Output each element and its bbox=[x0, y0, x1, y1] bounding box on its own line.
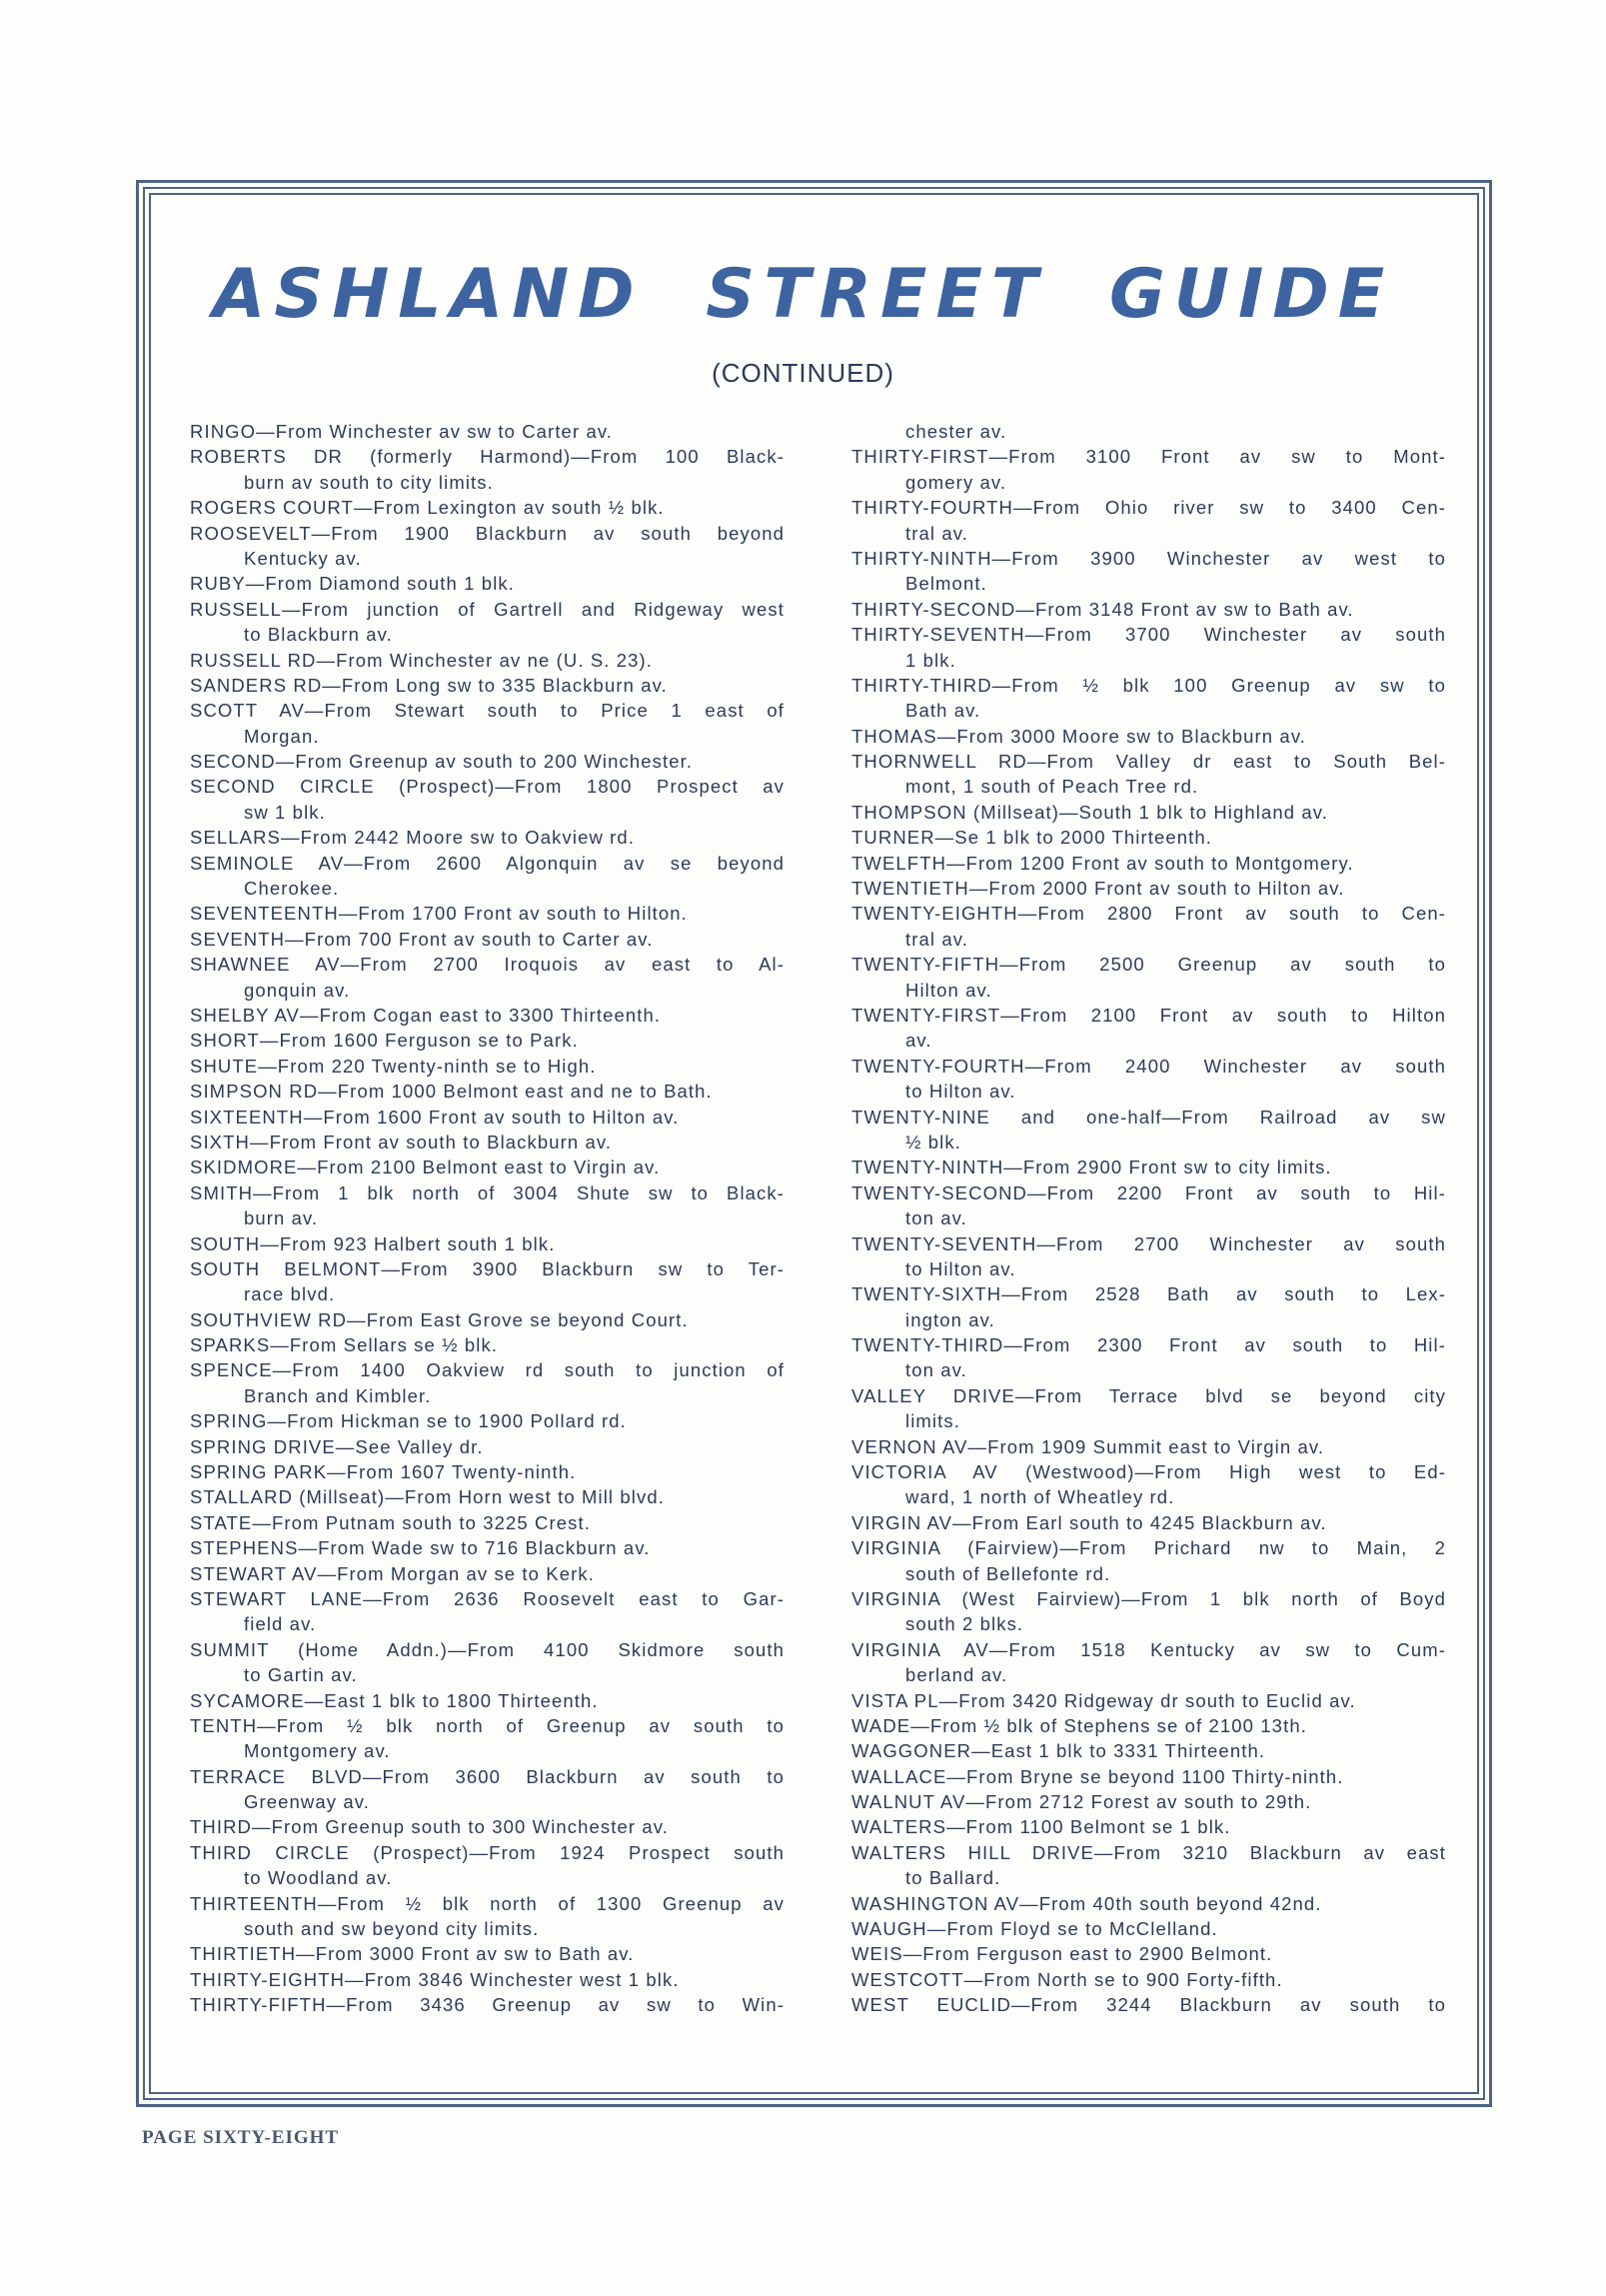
street-entry-line: SKIDMORE—From 2100 Belmont east to Virgin av. bbox=[190, 1156, 661, 1178]
street-entry-line: VALLEY DRIVE—From Terrace blvd se beyond city bbox=[851, 1384, 1446, 1406]
street-entry-line: TURNER—Se 1 blk to 2000 Thirteenth. bbox=[851, 827, 1213, 849]
street-entry bbox=[190, 1307, 785, 1332]
street-entry-line: WEIS—From Ferguson east to 2900 Belmont. bbox=[851, 1943, 1273, 1965]
street-entry-continuation-line: ton av. bbox=[905, 1207, 967, 1229]
street-entry-line: TWENTY-FIRST—From 2100 Front av south to Hilton bbox=[851, 1004, 1446, 1026]
street-entry bbox=[851, 1738, 1446, 1763]
street-entry-line: SHELBY AV—From Cogan east to 3300 Thirteenth. bbox=[190, 1004, 662, 1026]
street-entry bbox=[190, 1130, 785, 1154]
street-entry-line: SOUTH—From 923 Halbert south 1 blk. bbox=[190, 1232, 556, 1254]
street-entry-line: SHORT—From 1600 Ferguson se to Park. bbox=[190, 1030, 579, 1052]
street-entry-line: THIRTY-FIRST—From 3100 Front av sw to Mont- bbox=[851, 446, 1446, 468]
street-entry bbox=[851, 825, 1446, 850]
street-entry-continuation-line: av. bbox=[905, 1030, 932, 1052]
street-entry-line: SPRING—From Hickman se to 1900 Pollard rd. bbox=[190, 1410, 627, 1432]
street-entry bbox=[190, 419, 785, 444]
street-entry-line: THORNWELL RD—From Valley dr east to South Bel- bbox=[851, 751, 1446, 773]
street-entry-line: TWENTY-FIFTH—From 2500 Greenup av south to bbox=[851, 954, 1446, 976]
street-entry bbox=[851, 876, 1446, 901]
street-entry-line: TWENTY-SEVENTH—From 2700 Winchester av south bbox=[851, 1232, 1446, 1254]
street-entry-line: SELLARS—From 2442 Moore sw to Oakview rd. bbox=[190, 827, 636, 849]
street-entry bbox=[851, 546, 1446, 597]
street-entry-continuation-line: Montgomery av. bbox=[244, 1740, 391, 1762]
street-entry bbox=[190, 1079, 785, 1104]
street-entry-line: THIRTY-EIGHTH—From 3846 Winchester west 1 blk. bbox=[190, 1968, 680, 1990]
street-entry-continuation-line: race blvd. bbox=[244, 1283, 336, 1305]
street-entry-continuation-line: to Blackburn av. bbox=[244, 624, 393, 646]
street-entry-line: SYCAMORE—East 1 blk to 1800 Thirteenth. bbox=[190, 1689, 599, 1711]
street-entry-line: TWENTY-SIXTH—From 2528 Bath av south to Lex- bbox=[851, 1283, 1446, 1305]
street-entry-line: ROOSEVELT—From 1900 Blackburn av south beyond bbox=[190, 522, 785, 544]
street-entry bbox=[851, 952, 1446, 1003]
street-entry bbox=[851, 1789, 1446, 1814]
street-entry-continuation-line: ward, 1 north of Wheatley rd. bbox=[905, 1486, 1175, 1508]
street-entry-continuation-line: burn av. bbox=[244, 1207, 319, 1229]
street-entry-line: SEMINOLE AV—From 2600 Algonquin av se beyond bbox=[190, 852, 785, 874]
street-entry bbox=[851, 1916, 1446, 1941]
street-entry bbox=[190, 1357, 785, 1408]
street-entry-continuation-line: to Ballard. bbox=[905, 1867, 1001, 1889]
street-entry-line: THIRTY-NINTH—From 3900 Winchester av west to bbox=[851, 547, 1446, 569]
street-entry bbox=[851, 901, 1446, 952]
street-entry-line: THIRTIETH—From 3000 Front av sw to Bath av. bbox=[190, 1943, 635, 1965]
street-entry bbox=[851, 1105, 1446, 1155]
street-entry-continuation-line: ton av. bbox=[905, 1359, 967, 1381]
street-entry bbox=[190, 1028, 785, 1053]
street-entry bbox=[190, 1154, 785, 1179]
street-entry-continuation-line: to Hilton av. bbox=[905, 1257, 1016, 1279]
street-entry bbox=[190, 1332, 785, 1357]
street-entry-line: THIRTY-FIFTH—From 3436 Greenup av sw to Win- bbox=[190, 1994, 785, 2016]
street-entry-line: SUMMIT (Home Addn.)—From 4100 Skidmore south bbox=[190, 1638, 785, 1660]
street-entry-line: STEWART AV—From Morgan av se to Kerk. bbox=[190, 1562, 595, 1584]
page-number-footer: PAGE SIXTY-EIGHT bbox=[142, 2127, 340, 2148]
street-entry-line: TWENTIETH—From 2000 Front av south to Hilton av. bbox=[851, 878, 1345, 900]
street-entry-continuation-line: Greenway av. bbox=[244, 1791, 370, 1813]
street-entry-line: WESTCOTT—From North se to 900 Forty-fifth. bbox=[851, 1968, 1283, 1990]
street-entry-line: STATE—From Putnam south to 3225 Crest. bbox=[190, 1511, 591, 1533]
street-entry bbox=[190, 1180, 785, 1231]
street-entry-line: TENTH—From ½ blk north of Greenup av south to bbox=[190, 1714, 785, 1736]
street-entry bbox=[851, 1154, 1446, 1179]
street-entry bbox=[851, 444, 1446, 495]
street-entry bbox=[190, 1688, 785, 1713]
street-entry bbox=[190, 495, 785, 520]
street-entry-continuation-line: Cherokee. bbox=[244, 878, 340, 900]
street-entry bbox=[190, 952, 785, 1003]
street-entry-continuation-line: burn av south to city limits. bbox=[244, 471, 494, 493]
street-entry-line: THIRTY-FOURTH—From Ohio river sw to 3400 Cen- bbox=[851, 497, 1446, 519]
page-title: ASHLAND STREET GUIDE bbox=[212, 255, 1394, 334]
street-entry bbox=[851, 1688, 1446, 1713]
street-entry-continuation-line: Morgan. bbox=[244, 725, 320, 747]
street-entry bbox=[851, 1637, 1446, 1688]
street-entry-line: ROGERS COURT—From Lexington av south ½ blk. bbox=[190, 497, 665, 519]
street-entry bbox=[851, 1840, 1446, 1891]
street-entry-line: THIRTEENTH—From ½ blk north of 1300 Greenup av bbox=[190, 1892, 785, 1914]
street-entry-line: SPRING PARK—From 1607 Twenty-ninth. bbox=[190, 1461, 577, 1483]
street-entry bbox=[851, 724, 1446, 749]
street-entry-line: TWENTY-NINTH—From 2900 Front sw to city limits. bbox=[851, 1156, 1332, 1178]
street-entry-line: SOUTH BELMONT—From 3900 Blackburn sw to Ter- bbox=[190, 1257, 785, 1279]
street-entry bbox=[851, 1281, 1446, 1332]
street-entry-line: VIRGIN AV—From Earl south to 4245 Blackburn av. bbox=[851, 1511, 1327, 1533]
street-entry-line: SMITH—From 1 blk north of 3004 Shute sw to Black- bbox=[190, 1181, 785, 1203]
street-entry-continuation-line: to Hilton av. bbox=[905, 1081, 1016, 1103]
street-entry bbox=[190, 825, 785, 850]
street-entry bbox=[851, 673, 1446, 724]
street-entry bbox=[190, 1459, 785, 1484]
street-entry-line: TWENTY-FOURTH—From 2400 Winchester av south bbox=[851, 1055, 1446, 1077]
street-entry bbox=[190, 698, 785, 749]
street-entry bbox=[851, 1383, 1446, 1434]
street-entry bbox=[851, 495, 1446, 546]
street-entry-line: THIRTY-THIRD—From ½ blk 100 Greenup av sw to bbox=[851, 674, 1446, 696]
street-entry bbox=[851, 1713, 1446, 1738]
street-entry bbox=[190, 673, 785, 698]
street-entry-line: TWENTY-SECOND—From 2200 Front av south to Hil- bbox=[851, 1181, 1446, 1203]
street-entry-line: STEWART LANE—From 2636 Roosevelt east to Gar- bbox=[190, 1587, 785, 1609]
street-entry bbox=[851, 1510, 1446, 1535]
street-entry bbox=[851, 1332, 1446, 1383]
street-entry-line: SPARKS—From Sellars se ½ blk. bbox=[190, 1334, 499, 1356]
street-entry bbox=[851, 1586, 1446, 1637]
street-entry-continuation-line: Kentucky av. bbox=[244, 547, 362, 569]
street-entry-line: VIRGINIA AV—From 1518 Kentucky av sw to Cum- bbox=[851, 1638, 1446, 1660]
street-entry bbox=[851, 1459, 1446, 1510]
street-entry-line: VIRGINIA (West Fairview)—From 1 blk north of Boyd bbox=[851, 1587, 1446, 1609]
street-entry-continuation-line: chester av. bbox=[905, 421, 1007, 442]
street-entry-line: TERRACE BLVD—From 3600 Blackburn av south to bbox=[190, 1765, 785, 1787]
street-entry bbox=[190, 1637, 785, 1688]
street-entry bbox=[190, 749, 785, 774]
street-entry-line: WAUGH—From Floyd se to McClelland. bbox=[851, 1918, 1218, 1940]
street-entry bbox=[851, 1535, 1446, 1586]
street-entry-line: THOMPSON (Millseat)—South 1 blk to Highland av. bbox=[851, 801, 1329, 823]
street-entry-line: SECOND—From Greenup av south to 200 Winchester. bbox=[190, 751, 694, 773]
street-entry bbox=[851, 1967, 1446, 1992]
street-entry bbox=[190, 1840, 785, 1891]
street-entry-line: WALTERS—From 1100 Belmont se 1 blk. bbox=[851, 1816, 1231, 1838]
street-entry-line: RUBY—From Diamond south 1 blk. bbox=[190, 573, 515, 595]
street-entry-line: SECOND CIRCLE (Prospect)—From 1800 Prospect av bbox=[190, 776, 785, 798]
street-entry-continuation-line: south of Bellefonte rd. bbox=[905, 1562, 1111, 1584]
street-entry bbox=[190, 1561, 785, 1586]
street-entry-continuation-line: to Gartin av. bbox=[244, 1664, 358, 1686]
street-entry-line: SANDERS RD—From Long sw to 335 Blackburn av. bbox=[190, 674, 668, 696]
street-entry-line: SPENCE—From 1400 Oakview rd south to junction of bbox=[190, 1359, 785, 1381]
street-entry-line: THIRD CIRCLE (Prospect)—From 1924 Prospect south bbox=[190, 1841, 785, 1863]
street-entry-line: SIMPSON RD—From 1000 Belmont east and ne to Bath. bbox=[190, 1081, 713, 1103]
street-entry bbox=[851, 749, 1446, 800]
street-entry bbox=[190, 1992, 785, 2017]
street-entry-line: SPRING DRIVE—See Valley dr. bbox=[190, 1435, 484, 1457]
street-entry-continuation-line: gonquin av. bbox=[244, 979, 351, 1001]
street-entry bbox=[190, 1941, 785, 1966]
street-entry bbox=[190, 927, 785, 952]
street-entry-line: ROBERTS DR (formerly Harmond)—From 100 Black- bbox=[190, 446, 785, 468]
street-entry-line: STALLARD (Millseat)—From Horn west to Mill blvd. bbox=[190, 1486, 665, 1508]
street-entry bbox=[190, 1003, 785, 1028]
street-entry-continuation-line: tral av. bbox=[905, 522, 968, 544]
street-entry-line: SIXTH—From Front av south to Blackburn av. bbox=[190, 1131, 613, 1152]
street-entry-line: VIRGINIA (Fairview)—From Prichard nw to Main, 2 bbox=[851, 1537, 1446, 1559]
street-entry bbox=[851, 1180, 1446, 1231]
street-entry bbox=[190, 597, 785, 648]
street-entry-continuation-line: ington av. bbox=[905, 1308, 995, 1330]
street-list-left-column bbox=[190, 419, 785, 2018]
street-entry-line: SEVENTEENTH—From 1700 Front av south to Hilton. bbox=[190, 903, 688, 925]
street-entry-continuation-line: south and sw beyond city limits. bbox=[244, 1918, 540, 1940]
street-entry-continuation-line: mont, 1 south of Peach Tree rd. bbox=[905, 776, 1199, 798]
street-entry bbox=[851, 1992, 1446, 2017]
street-entry bbox=[190, 1586, 785, 1637]
street-entry bbox=[190, 648, 785, 673]
street-entry bbox=[190, 1054, 785, 1079]
street-entry-line: WALLACE—From Bryne se beyond 1100 Thirty-ninth. bbox=[851, 1765, 1344, 1787]
street-entry-line: SCOTT AV—From Stewart south to Price 1 east of bbox=[190, 700, 785, 722]
street-entry bbox=[190, 774, 785, 825]
street-entry bbox=[851, 597, 1446, 622]
street-entry bbox=[851, 1814, 1446, 1839]
street-entry bbox=[190, 1105, 785, 1130]
street-entry-continuation-line: tral av. bbox=[905, 928, 968, 950]
street-entry-line: SHAWNEE AV—From 2700 Iroquois av east to Al- bbox=[190, 954, 785, 976]
street-entry bbox=[190, 1535, 785, 1560]
street-entry-line: VERNON AV—From 1909 Summit east to Virgin av. bbox=[851, 1435, 1325, 1457]
street-entry-continuation-line: field av. bbox=[244, 1613, 317, 1635]
street-entry-line: STEPHENS—From Wade sw to 716 Blackburn av. bbox=[190, 1537, 651, 1559]
street-entry bbox=[190, 521, 785, 572]
street-entry bbox=[190, 1764, 785, 1815]
street-entry-line: SOUTHVIEW RD—From East Grove se beyond Court. bbox=[190, 1308, 689, 1330]
street-entry bbox=[190, 444, 785, 495]
street-entry-line: THIRTY-SECOND—From 3148 Front av sw to Bath av. bbox=[851, 598, 1354, 620]
street-entry-line: TWENTY-NINE and one-half—From Railroad av sw bbox=[851, 1106, 1446, 1128]
street-entry bbox=[190, 901, 785, 926]
street-entry-continuation-line: gomery av. bbox=[905, 471, 1007, 493]
street-entry bbox=[190, 1434, 785, 1459]
street-entry bbox=[851, 419, 1446, 444]
street-entry-continuation-line: south 2 blks. bbox=[905, 1613, 1024, 1635]
street-entry-continuation-line: sw 1 blk. bbox=[244, 801, 326, 823]
street-entry bbox=[190, 1408, 785, 1433]
street-entry bbox=[851, 1003, 1446, 1054]
street-entry bbox=[190, 1814, 785, 1839]
street-entry-line: WALTERS HILL DRIVE—From 3210 Blackburn av east bbox=[851, 1841, 1446, 1863]
street-entry bbox=[190, 571, 785, 596]
street-entry-line: VISTA PL—From 3420 Ridgeway dr south to Euclid av. bbox=[851, 1689, 1356, 1711]
street-entry bbox=[190, 1231, 785, 1256]
street-entry bbox=[190, 851, 785, 902]
street-entry-continuation-line: Branch and Kimbler. bbox=[244, 1384, 432, 1406]
street-entry bbox=[190, 1510, 785, 1535]
street-entry-continuation-line: ½ blk. bbox=[905, 1131, 961, 1152]
street-entry bbox=[190, 1967, 785, 1992]
street-entry-line: THIRD—From Greenup south to 300 Winchester av. bbox=[190, 1816, 669, 1838]
street-entry-line: RUSSELL RD—From Winchester av ne (U. S. 23). bbox=[190, 649, 654, 671]
street-entry-line: RINGO—From Winchester av sw to Carter av. bbox=[190, 421, 614, 442]
street-entry-line: TWELFTH—From 1200 Front av south to Montgomery. bbox=[851, 852, 1354, 874]
street-entry bbox=[851, 1764, 1446, 1789]
street-entry-line: TWENTY-EIGHTH—From 2800 Front av south to Cen- bbox=[851, 903, 1446, 925]
street-entry bbox=[851, 800, 1446, 825]
street-entry-line: WAGGONER—East 1 blk to 3331 Thirteenth. bbox=[851, 1740, 1266, 1762]
street-entry-continuation-line: Belmont. bbox=[905, 573, 987, 595]
street-entry-line: WALNUT AV—From 2712 Forest av south to 29th. bbox=[851, 1791, 1312, 1813]
street-entry-line: WEST EUCLID—From 3244 Blackburn av south to bbox=[851, 1994, 1446, 2016]
street-entry bbox=[851, 1054, 1446, 1105]
street-entry-line: SHUTE—From 220 Twenty-ninth se to High. bbox=[190, 1055, 597, 1077]
street-entry-line: SIXTEENTH—From 1600 Front av south to Hilton av. bbox=[190, 1106, 680, 1128]
street-list-right-column bbox=[851, 419, 1446, 2018]
street-entry bbox=[851, 851, 1446, 876]
street-entry-continuation-line: 1 blk. bbox=[905, 649, 956, 671]
street-entry-line: THIRTY-SEVENTH—From 3700 Winchester av south bbox=[851, 624, 1446, 646]
street-entry-line: WADE—From ½ blk of Stephens se of 2100 13th. bbox=[851, 1714, 1307, 1736]
street-entry-continuation-line: berland av. bbox=[905, 1664, 1008, 1686]
street-entry-line: THOMAS—From 3000 Moore sw to Blackburn av. bbox=[851, 725, 1307, 747]
street-entry bbox=[851, 1941, 1446, 1966]
street-entry bbox=[851, 1891, 1446, 1916]
street-entry-continuation-line: Hilton av. bbox=[905, 979, 992, 1001]
street-entry-line: WASHINGTON AV—From 40th south beyond 42nd. bbox=[851, 1892, 1322, 1914]
street-entry bbox=[851, 1231, 1446, 1282]
street-entry-continuation-line: Bath av. bbox=[905, 700, 981, 722]
street-entry-line: SEVENTH—From 700 Front av south to Carter av. bbox=[190, 928, 654, 950]
street-entry-line: RUSSELL—From junction of Gartrell and Ridgeway west bbox=[190, 598, 785, 620]
street-entry-line: TWENTY-THIRD—From 2300 Front av south to Hil- bbox=[851, 1334, 1446, 1356]
street-entry-continuation-line: limits. bbox=[905, 1410, 960, 1432]
page-subtitle: (CONTINUED) bbox=[712, 358, 894, 388]
street-entry bbox=[851, 622, 1446, 673]
street-entry-continuation-line: to Woodland av. bbox=[244, 1867, 393, 1889]
street-entry-line: VICTORIA AV (Westwood)—From High west to Ed- bbox=[851, 1461, 1446, 1483]
street-entry bbox=[190, 1484, 785, 1509]
street-entry bbox=[851, 1434, 1446, 1459]
street-entry bbox=[190, 1891, 785, 1942]
street-entry bbox=[190, 1256, 785, 1307]
street-entry bbox=[190, 1713, 785, 1764]
